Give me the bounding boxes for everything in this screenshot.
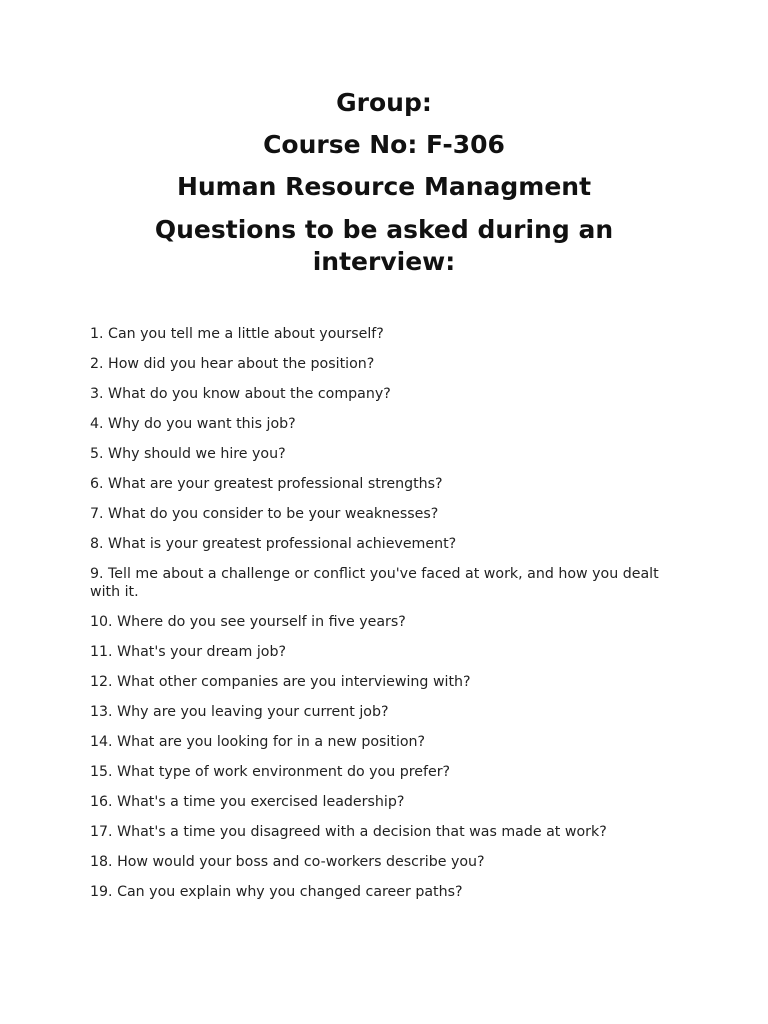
list-item: 17. What's a time you disagreed with a decision that was made at work? — [90, 824, 607, 840]
list-item: 5. Why should we hire you? — [90, 446, 286, 462]
list-item: 8. What is your greatest professional achievement? — [90, 536, 457, 552]
list-item: 9. Tell me about a challenge or conflict you've faced at work, and how you dealt with it. — [90, 566, 659, 600]
list-item: 19. Can you explain why you changed career paths? — [90, 884, 463, 900]
list-item: 13. Why are you leaving your current job? — [90, 704, 389, 720]
list-item: 18. How would your boss and co-workers describe you? — [90, 854, 485, 870]
course-heading: Course No: F-306 — [263, 130, 505, 159]
list-item: 1. Can you tell me a little about yourself? — [90, 326, 384, 342]
group-heading: Group: — [336, 88, 432, 117]
subject-heading: Human Resource Managment — [176, 172, 592, 201]
list-item: 11. What's your dream job? — [90, 644, 286, 660]
question-list — [90, 325, 670, 913]
list-item: 7. What do you consider to be your weaknesses? — [90, 506, 439, 522]
list-item: 3. What do you know about the company? — [90, 386, 391, 402]
list-item: 6. What are your greatest professional strengths? — [90, 476, 443, 492]
list-item: 14. What are you looking for in a new position? — [90, 734, 426, 750]
list-item: 2. How did you hear about the position? — [90, 356, 375, 372]
list-item: 12. What other companies are you interviewing with? — [90, 674, 471, 690]
document-header — [0, 88, 768, 278]
list-item: 4. Why do you want this job? — [90, 416, 296, 432]
list-item: 15. What type of work environment do you prefer? — [90, 764, 451, 780]
list-item: 10. Where do you see yourself in five years? — [90, 614, 406, 630]
questions-heading: Questions to be asked during an interview: — [154, 215, 614, 276]
list-item: 16. What's a time you exercised leadership? — [90, 794, 405, 810]
